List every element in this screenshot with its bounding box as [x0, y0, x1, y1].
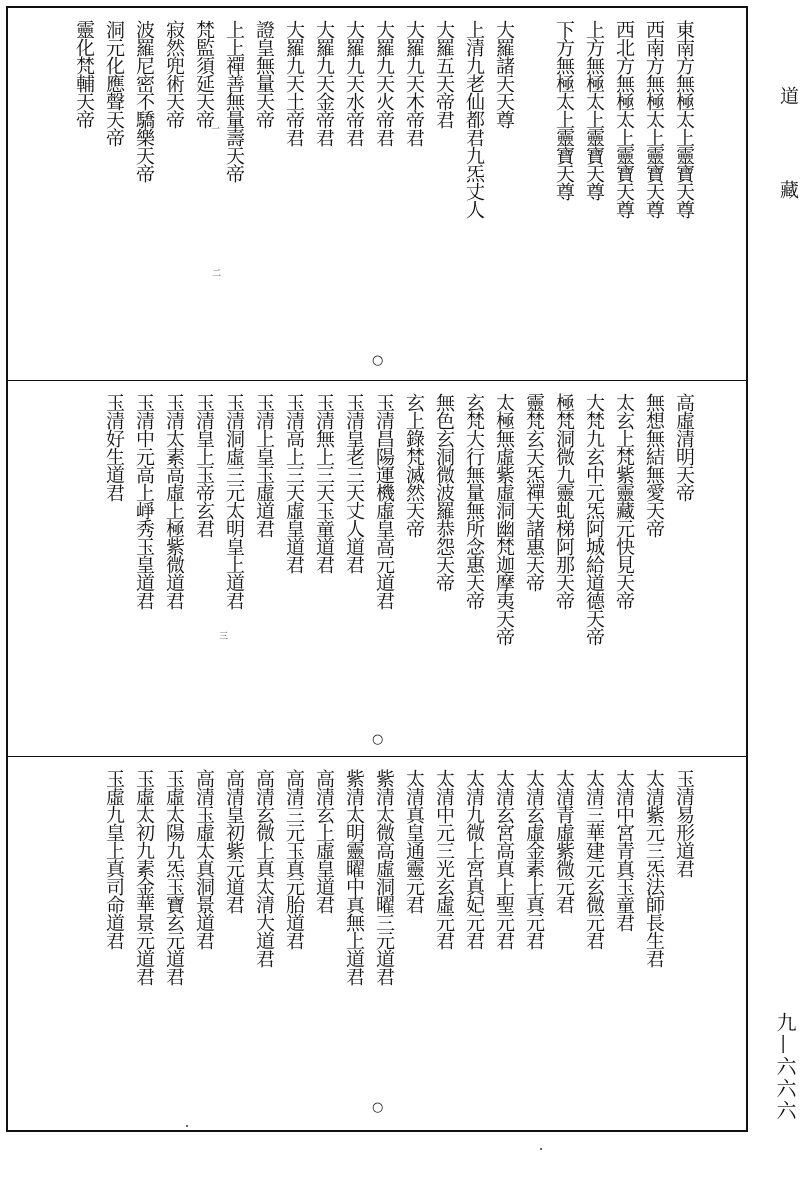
- text-column: 高虛清明天帝: [673, 393, 695, 501]
- text-column: [520, 20, 548, 218]
- text-column: 大羅五天帝君: [433, 20, 455, 128]
- speck: [540, 1148, 542, 1150]
- text-column: 紫清太微高虛洞曜三元道君: [373, 769, 395, 985]
- text-column: 玉虛九皇上真司命道君: [103, 769, 125, 949]
- text-column: 玉清易形道君: [673, 769, 695, 877]
- panel-bottom: [8, 756, 746, 1130]
- text-column: 無色玄洞微波羅恭怨天帝: [433, 393, 455, 591]
- text-columns-top: [70, 20, 698, 218]
- text-column: 玉虛太初九素金華景元道君: [133, 769, 155, 985]
- margin-label-zang: 藏: [777, 180, 799, 199]
- text-column: 太玄上梵紫靈藏元快見天帝: [613, 393, 635, 609]
- text-column: 上上禪善無量壽天帝: [223, 20, 245, 182]
- text-column: 高清玄微上真太清大道君: [253, 769, 275, 967]
- page-frame: [6, 6, 748, 1132]
- text-column: 寂然兜術天帝: [163, 20, 185, 128]
- text-column: 大羅諸天天尊: [493, 20, 515, 128]
- text-column: 玉虛太陽九炁玉寶玄元道君: [163, 769, 185, 985]
- text-column: 大羅九天土帝君: [283, 20, 305, 146]
- section-marker-two: 二: [212, 269, 222, 279]
- text-column: 玉清太素高虛上極紫微道君: [163, 393, 185, 609]
- text-column: 上方無極太上靈寶天尊: [583, 20, 605, 200]
- speck: [186, 1125, 188, 1127]
- text-column: 玉清無上三天玉童道君: [313, 393, 335, 573]
- text-column: 玉清中元高上崢秀玉皇道君: [133, 393, 155, 609]
- text-column: 靈梵玄天炁禪天諸惠天帝: [523, 393, 545, 591]
- text-column: 太清玄虛金素上真元君: [523, 769, 545, 949]
- text-columns-bottom: [100, 769, 698, 985]
- text-column: 證皇無量天帝: [253, 20, 275, 128]
- circle-mark-top: ○: [372, 353, 384, 368]
- text-column: 玉清好生道君: [103, 393, 125, 501]
- text-column: 高清皇初紫元道君: [223, 769, 245, 913]
- text-column: 下方無極太上靈寶天尊: [553, 20, 575, 200]
- panel-top: [8, 8, 746, 380]
- text-column: 玉清皇老三天丈人道君: [343, 393, 365, 573]
- section-marker-three: 三: [219, 632, 229, 642]
- text-column: 極梵洞微九靈虬梯阿那天帝: [553, 393, 575, 609]
- page-number: 九—六六六: [773, 1012, 797, 1122]
- text-column: 高清三元玉真元胎道君: [283, 769, 305, 949]
- panel-middle: [8, 380, 746, 756]
- text-column: 靈化梵輔天帝: [73, 20, 95, 128]
- section-marker-one: 一: [211, 125, 221, 135]
- text-column: 玉清昌陽運機虛皇高元道君: [373, 393, 395, 609]
- circle-mark-middle: ○: [372, 732, 384, 747]
- text-column: 太清玄宮高真上聖元君: [493, 769, 515, 949]
- text-column: 大羅九天火帝君: [373, 20, 395, 146]
- text-column: 太清三華建元玄微元君: [583, 769, 605, 949]
- text-column: 玉清洞虛三元太明皇上道君: [223, 393, 245, 609]
- text-column: 紫清太明靈曜中真無上道君: [343, 769, 365, 985]
- text-column: 西北方無極太上靈寶天尊: [613, 20, 635, 218]
- text-column: 高清玉虛太真洞景道君: [193, 769, 215, 949]
- text-column: 玄上錄梵滅然天帝: [403, 393, 425, 537]
- text-column: 玉清皇上玉帝玄君: [193, 393, 215, 537]
- text-column: 上清九老仙都君九炁丈人: [463, 20, 485, 218]
- text-column: 玄梵大行無量無所念惠天帝: [463, 393, 485, 609]
- text-column: 太清九微上宮真妃元君: [463, 769, 485, 949]
- text-columns-middle: [100, 393, 698, 645]
- text-column: 玉清高上三天虛皇道君: [283, 393, 305, 573]
- text-column: 大梵九玄中元炁阿城給道德天帝: [583, 393, 605, 645]
- text-column: 大羅九天金帝君: [313, 20, 335, 146]
- text-column: 太清紫元三炁法師長生君: [643, 769, 665, 967]
- text-column: 無想無結無愛天帝: [643, 393, 665, 537]
- text-column: 東南方無極太上靈寶天尊: [673, 20, 695, 218]
- text-column: 太清青虛紫微元君: [553, 769, 575, 913]
- text-column: 高清玄上虛皇道君: [313, 769, 335, 913]
- text-column: 西南方無極太上靈寶天尊: [643, 20, 665, 218]
- text-column: 大羅九天木帝君: [403, 20, 425, 146]
- margin-label-dao: 道: [777, 86, 799, 105]
- text-column: 玉清上皇玉虛道君: [253, 393, 275, 537]
- text-column: 洞元化應聲天帝: [103, 20, 125, 146]
- text-column: 太清中元三光玄虛元君: [433, 769, 455, 949]
- text-column: 太清真皇通靈元君: [403, 769, 425, 913]
- text-column: 大羅九天水帝君: [343, 20, 365, 146]
- text-column: 波羅尼密不驕樂天帝: [133, 20, 155, 182]
- text-column: 梵監須延天帝: [193, 20, 215, 128]
- circle-mark-bottom: ○: [372, 1100, 384, 1115]
- text-column: 太極無虛紫虛洞幽梵迦摩夷天帝: [493, 393, 515, 645]
- text-column: 太清中宮青真玉童君: [613, 769, 635, 931]
